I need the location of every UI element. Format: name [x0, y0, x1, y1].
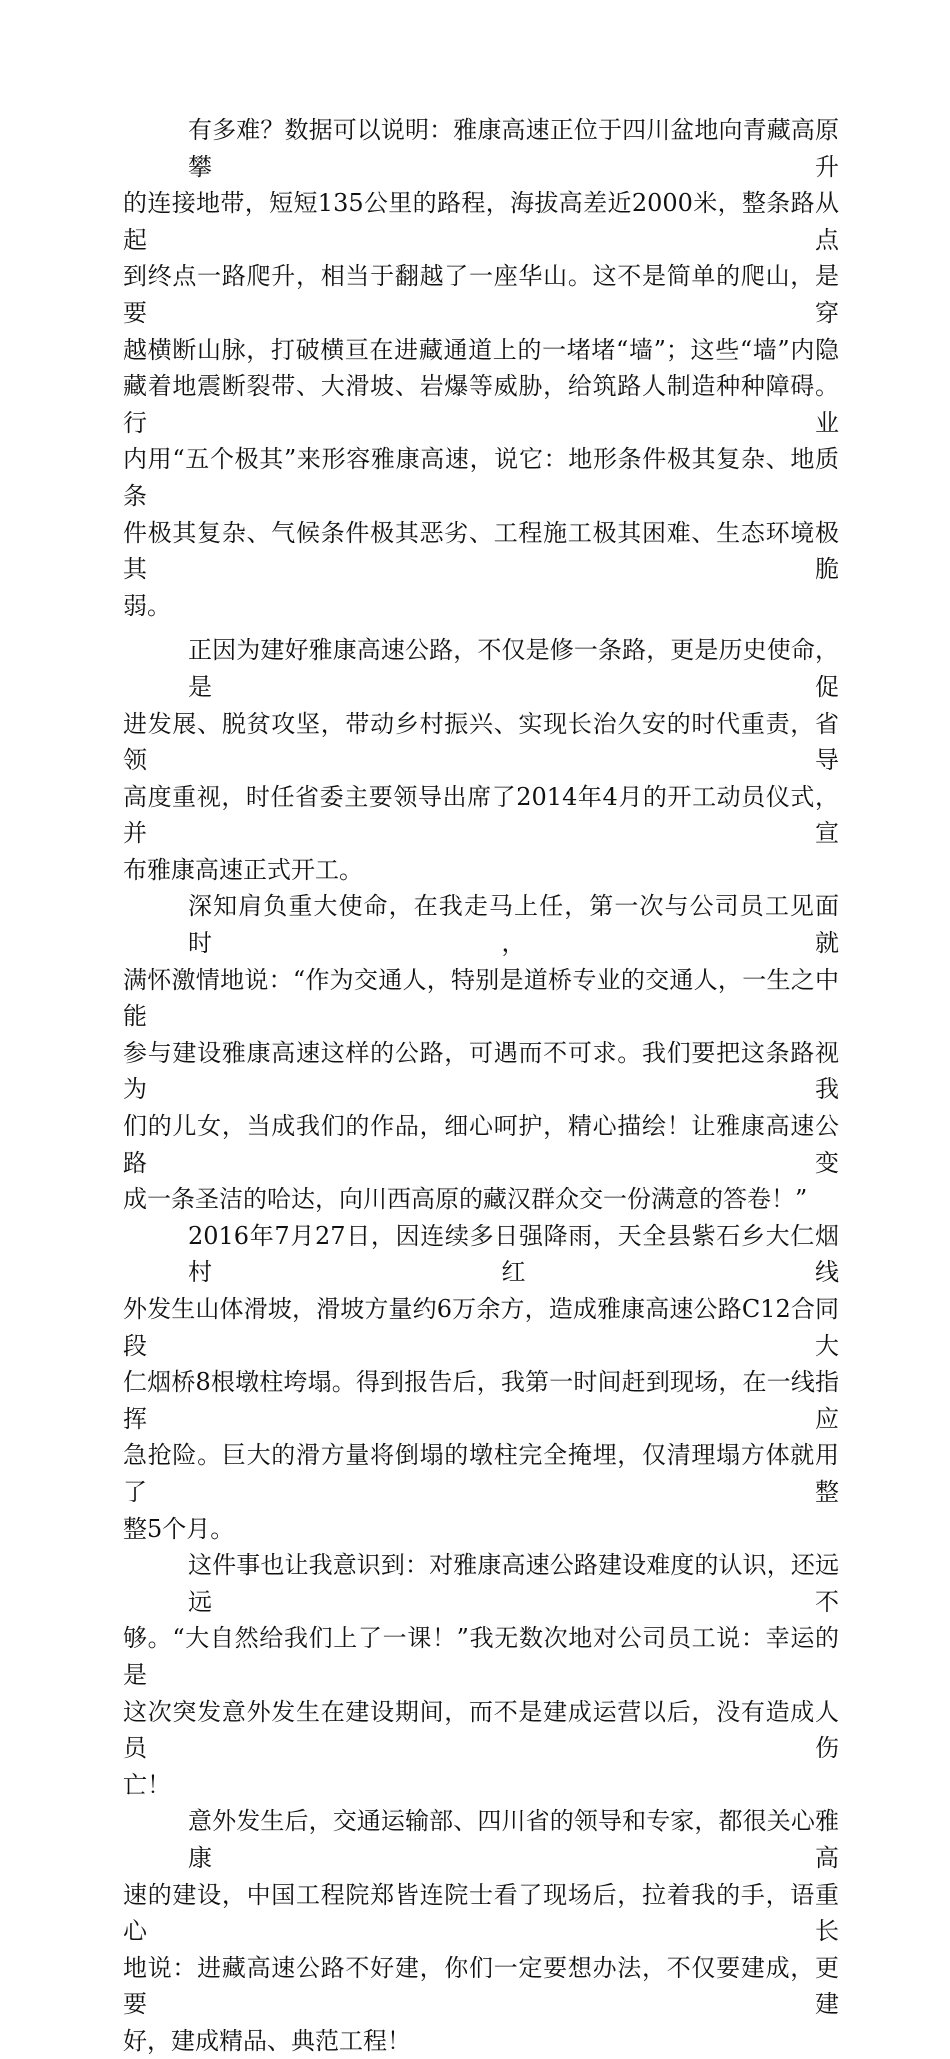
text-line: 急抢险。巨大的滑方量将倒塌的墩柱完全掩埋，仅清理塌方体就用了整 [123, 1441, 839, 1506]
text-line: 满怀激情地说：“作为交通人，特别是道桥专业的交通人，一生之中能 [123, 965, 839, 1031]
text-line: 成一条圣洁的哈达，向川西高原的藏汉群众交一份满意的答卷！” [123, 1185, 808, 1214]
text-line: 件极其复杂、气候条件极其恶劣、工程施工极其困难、生态环境极其脆 [123, 518, 839, 584]
text-line: 的连接地带，短短135公里的路程，海拔高差近2000米，整条路从起点 [123, 189, 839, 254]
paragraph [123, 632, 839, 888]
text-line: 深知肩负重大使命，在我走马上任，第一次与公司员工见面时，就 [188, 892, 839, 958]
text-line: 够。“大自然给我们上了一课！”我无数次地对公司员工说：幸运的是 [123, 1624, 839, 1689]
text-line: 速的建设，中国工程院郑皆连院士看了现场后，拉着我的手，语重心长 [123, 1880, 839, 1946]
text-line: 参与建设雅康高速这样的公路，可遇而不可求。我们要把这条路视为我 [123, 1038, 839, 1104]
paragraph [123, 1218, 839, 1547]
document-page [123, 112, 839, 2059]
text-line: 们的儿女，当成我们的作品，细心呵护，精心描绘！让雅康高速公路变 [123, 1112, 839, 1177]
paragraph [123, 1547, 839, 1803]
text-line: 高度重视，时任省委主要领导出席了2014年4月的开工动员仪式，并宣 [123, 782, 839, 848]
text-line: 内用“五个极其”来形容雅康高速，说它：地形条件极其复杂、地质条 [123, 445, 839, 510]
text-line: 这件事也让我意识到：对雅康高速公路建设难度的认识，还远远不 [188, 1551, 839, 1616]
text-line: 布雅康高速正式开工。 [123, 855, 363, 884]
text-line: 越横断山脉，打破横亘在进藏通道上的一堵堵“墙”；这些“墙”内隐 [123, 335, 839, 364]
text-line: 整5个月。 [123, 1514, 235, 1543]
text-line: 正因为建好雅康高速公路，不仅是修一条路，更是历史使命，是促 [188, 636, 839, 701]
paragraph [123, 112, 839, 624]
text-line: 意外发生后，交通运输部、四川省的领导和专家，都很关心雅康高 [188, 1807, 839, 1872]
paragraph [123, 1803, 839, 2059]
text-line: 好，建成精品、典范工程！ [123, 2026, 411, 2055]
text-line: 进发展、脱贫攻坚，带动乡村振兴、实现长治久安的时代重责，省领导 [123, 709, 839, 775]
text-line: 到终点一路爬升，相当于翻越了一座华山。这不是简单的爬山，是要穿 [123, 262, 839, 327]
text-line: 地说：进藏高速公路不好建，你们一定要想办法，不仅要建成，更要建 [123, 1953, 839, 2019]
text-line: 亡！ [123, 1770, 171, 1799]
text-line: 这次突发意外发生在建设期间，而不是建成运营以后，没有造成人员伤 [123, 1697, 839, 1763]
text-line: 有多难？数据可以说明：雅康高速正位于四川盆地向青藏高原攀升 [188, 116, 839, 181]
text-line: 外发生山体滑坡，滑坡方量约6万余方，造成雅康高速公路C12合同段大 [123, 1295, 839, 1360]
text-line: 仁烟桥8根墩柱垮塌。得到报告后，我第一时间赶到现场，在一线指挥应 [123, 1368, 839, 1433]
text-line: 2016年7月27日，因连续多日强降雨，天全县紫石乡大仁烟村红线 [188, 1221, 839, 1287]
text-line: 弱。 [123, 591, 171, 620]
paragraph [123, 888, 839, 1217]
text-line: 藏着地震断裂带、大滑坡、岩爆等威胁，给筑路人制造种种障碍。行业 [123, 372, 839, 437]
